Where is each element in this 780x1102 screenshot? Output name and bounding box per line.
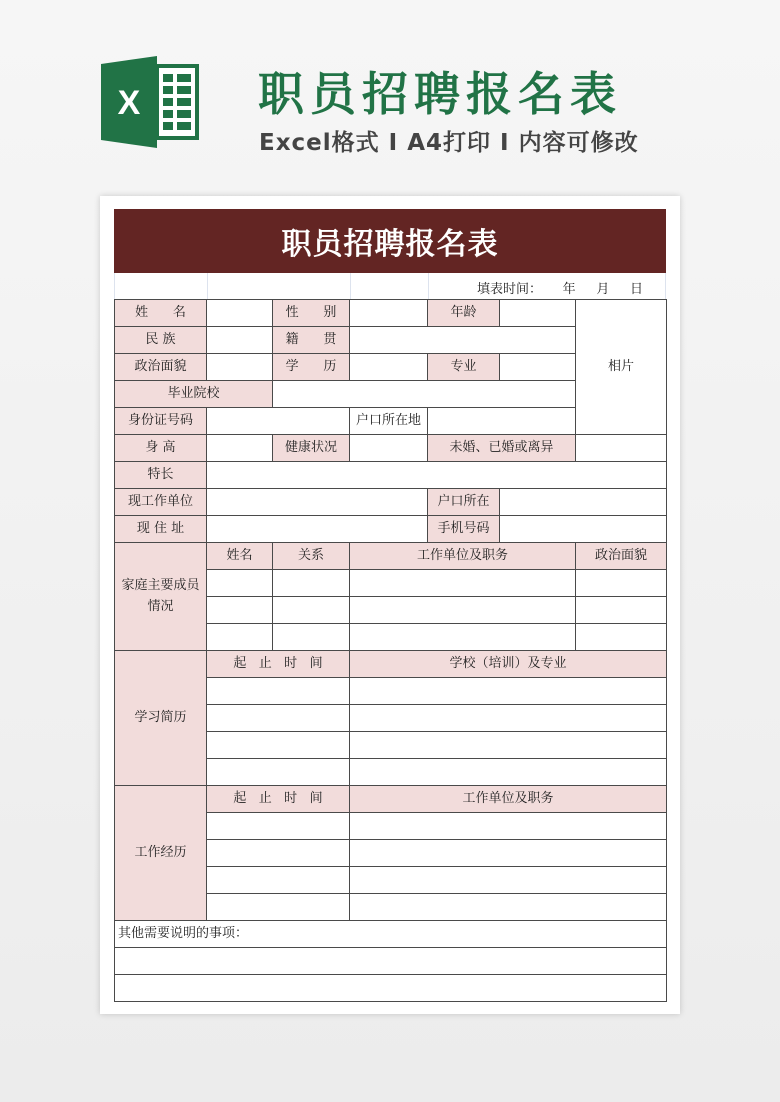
input-cell[interactable] <box>499 488 667 516</box>
input-cell[interactable] <box>206 461 667 489</box>
label-id-number: 身份证号码 <box>114 407 207 435</box>
page-subtitle: Excel格式 I A4打印 I 内容可修改 <box>259 130 639 156</box>
input-cell[interactable] <box>206 569 273 597</box>
input-cell[interactable] <box>499 515 667 543</box>
label-study: 学习简历 <box>114 650 207 786</box>
label-age: 年龄 <box>427 299 500 327</box>
label-ethnicity: 民 族 <box>114 326 207 354</box>
label-family-political: 政治面貌 <box>575 542 667 570</box>
fill-time-row <box>114 273 666 299</box>
input-cell[interactable] <box>206 488 428 516</box>
input-cell[interactable] <box>206 515 428 543</box>
label-period: 起 止 时 间 <box>206 650 350 678</box>
excel-logo-icon <box>101 56 201 148</box>
input-cell[interactable] <box>272 569 350 597</box>
input-cell[interactable] <box>349 596 576 624</box>
label-photo: 相片 <box>575 299 667 435</box>
input-cell[interactable] <box>349 866 667 894</box>
label-name: 姓 名 <box>114 299 207 327</box>
input-cell[interactable] <box>349 353 428 381</box>
input-cell[interactable] <box>206 326 273 354</box>
label-study-school: 学校（培训）及专业 <box>349 650 667 678</box>
input-cell[interactable] <box>206 299 273 327</box>
input-cell[interactable] <box>575 569 667 597</box>
input-cell[interactable] <box>272 623 350 651</box>
input-cell[interactable] <box>349 758 667 786</box>
label-work-employer: 工作单位及职务 <box>349 785 667 813</box>
fill-time-label: 填表时间： 年 月 日 <box>477 282 643 297</box>
label-specialty: 特长 <box>114 461 207 489</box>
label-hukou: 户口所在 <box>427 488 500 516</box>
input-cell[interactable] <box>114 947 667 975</box>
input-cell[interactable] <box>349 812 667 840</box>
page-title: 职员招聘报名表 <box>258 67 622 121</box>
input-cell[interactable] <box>427 407 576 435</box>
input-cell[interactable] <box>206 839 350 867</box>
label-mobile: 手机号码 <box>427 515 500 543</box>
svg-text:X: X <box>117 84 141 122</box>
input-cell[interactable] <box>206 353 273 381</box>
input-cell[interactable] <box>206 596 273 624</box>
input-cell[interactable] <box>349 839 667 867</box>
label-work: 工作经历 <box>114 785 207 921</box>
label-family: 家庭主要成员 情况 <box>114 542 207 651</box>
label-marital: 未婚、已婚或离异 <box>427 434 576 462</box>
input-cell[interactable] <box>206 866 350 894</box>
input-cell[interactable] <box>206 758 350 786</box>
label-health: 健康状况 <box>272 434 350 462</box>
label-native-place: 籍 贯 <box>272 326 350 354</box>
input-cell[interactable] <box>206 434 273 462</box>
input-cell[interactable] <box>349 677 667 705</box>
input-cell[interactable] <box>349 893 667 921</box>
label-address: 现 住 址 <box>114 515 207 543</box>
input-cell[interactable] <box>206 704 350 732</box>
label-height: 身 高 <box>114 434 207 462</box>
input-cell[interactable] <box>114 974 667 1002</box>
label-political: 政治面貌 <box>114 353 207 381</box>
label-major: 专业 <box>427 353 500 381</box>
input-cell[interactable] <box>499 299 576 327</box>
input-cell[interactable] <box>206 731 350 759</box>
input-cell[interactable] <box>206 623 273 651</box>
label-education: 学 历 <box>272 353 350 381</box>
label-current-employer: 现工作单位 <box>114 488 207 516</box>
label-school: 毕业院校 <box>114 380 273 408</box>
input-cell[interactable] <box>575 596 667 624</box>
input-cell[interactable] <box>206 812 350 840</box>
input-cell[interactable] <box>349 704 667 732</box>
input-cell[interactable] <box>206 407 350 435</box>
label-family-employer: 工作单位及职务 <box>349 542 576 570</box>
label-family-relation: 关系 <box>272 542 350 570</box>
input-cell[interactable] <box>575 623 667 651</box>
form-title-banner: 职员招聘报名表 <box>114 209 666 273</box>
input-cell[interactable] <box>349 623 576 651</box>
input-cell[interactable] <box>272 596 350 624</box>
input-cell[interactable] <box>349 299 428 327</box>
input-cell[interactable] <box>206 893 350 921</box>
input-cell[interactable] <box>272 380 576 408</box>
input-cell[interactable] <box>349 434 428 462</box>
input-cell[interactable] <box>349 326 576 354</box>
input-cell[interactable] <box>499 353 576 381</box>
label-family-name: 姓名 <box>206 542 273 570</box>
input-cell[interactable] <box>349 569 576 597</box>
label-hukou-location: 户口所在地 <box>349 407 428 435</box>
label-period: 起 止 时 间 <box>206 785 350 813</box>
input-cell[interactable] <box>206 677 350 705</box>
input-cell[interactable] <box>575 434 667 462</box>
input-cell[interactable] <box>349 731 667 759</box>
label-other: 其他需要说明的事项： <box>114 920 667 948</box>
label-gender: 性 别 <box>272 299 350 327</box>
